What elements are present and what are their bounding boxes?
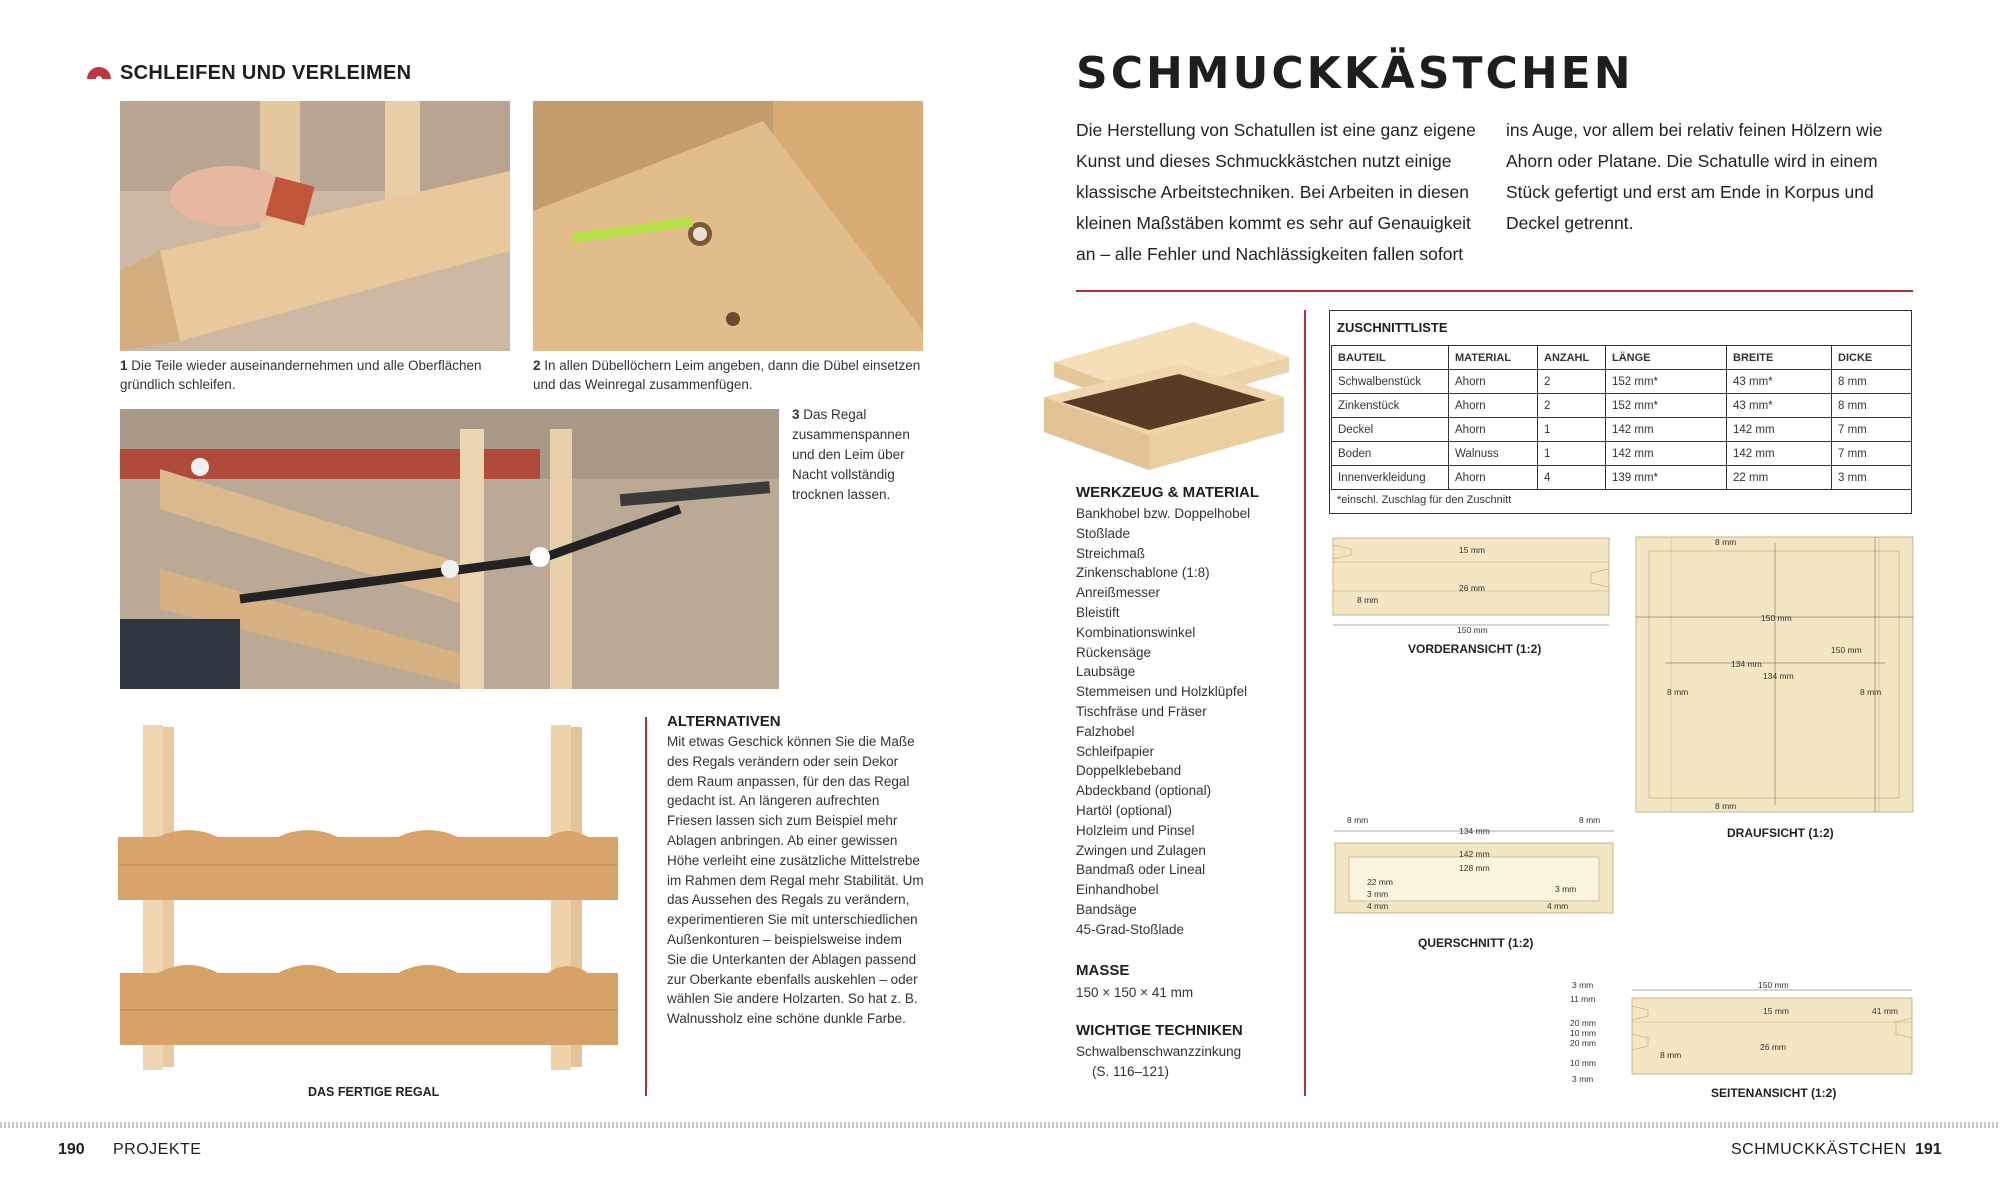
technique-item: Schwalbenschwanzzinkung xyxy=(1076,1044,1242,1059)
tool-item: Bandsäge xyxy=(1076,901,1137,917)
dim-label: 10 mm xyxy=(1570,1028,1596,1038)
caption-step-3: 3 Das Regal zusammenspannen und den Leim über Nacht vollständig trocknen lassen. xyxy=(792,407,910,502)
tools-divider xyxy=(1304,310,1306,1096)
dim-label: 134 mm xyxy=(1763,671,1794,681)
photo-sanding xyxy=(120,101,510,351)
dim-label: 10 mm xyxy=(1570,1058,1596,1068)
table-cell: Boden xyxy=(1332,442,1449,466)
tool-item: Kombinationswinkel xyxy=(1076,624,1196,640)
dim-label: 3 mm xyxy=(1572,1074,1594,1084)
cut-list-title: ZUSCHNITTLISTE xyxy=(1337,320,1448,335)
table-row xyxy=(1332,466,1912,490)
table-cell: 4 xyxy=(1538,466,1606,490)
table-cell: 142 mm xyxy=(1606,442,1727,466)
front-view-drawing xyxy=(1329,535,1615,635)
side-view-drawing xyxy=(1568,978,1915,1086)
dim-label: 8 mm xyxy=(1715,537,1737,547)
tools-list xyxy=(1076,504,1250,940)
table-cell: 8 mm xyxy=(1832,394,1912,418)
tool-item: Doppelklebeband xyxy=(1076,763,1182,779)
dim-label: 22 mm xyxy=(1367,877,1393,887)
dim-label: 4 mm xyxy=(1547,901,1569,911)
table-cell: 7 mm xyxy=(1832,442,1912,466)
dim-label: 4 mm xyxy=(1367,901,1389,911)
dim-label: 26 mm xyxy=(1459,583,1485,593)
alternatives-heading: ALTERNATIVEN xyxy=(667,713,781,730)
tool-item: Falzhobel xyxy=(1076,723,1135,739)
table-row xyxy=(1332,394,1912,418)
jewelry-box-image xyxy=(1044,302,1289,472)
section-saw-icon xyxy=(86,66,112,80)
table-row xyxy=(1332,418,1912,442)
table-cell: 22 mm xyxy=(1727,466,1832,490)
tool-item: Stoßlade xyxy=(1076,525,1131,541)
dim-label: 128 mm xyxy=(1459,863,1490,873)
table-cell: Innenverkleidung xyxy=(1332,466,1449,490)
finished-rack-image xyxy=(118,725,618,1070)
dimensions-value: 150 × 150 × 41 mm xyxy=(1076,985,1194,1000)
dim-label: 142 mm xyxy=(1459,849,1490,859)
front-view-label: VORDERANSICHT (1:2) xyxy=(1408,642,1542,656)
table-row xyxy=(1332,442,1912,466)
dim-label: 8 mm xyxy=(1667,687,1689,697)
page-number-left: 190 xyxy=(58,1141,85,1158)
technique-page-ref: (S. 116–121) xyxy=(1092,1064,1170,1079)
tools-heading: WERKZEUG & MATERIAL xyxy=(1076,484,1260,501)
dim-label: 3 mm xyxy=(1555,884,1577,894)
caption-step-1: 1 Die Teile wieder auseinandernehmen und alle Oberflächen gründlich schleifen. xyxy=(120,358,482,392)
cut-list-note: *einschl. Zuschlag für den Zuschnitt xyxy=(1337,494,1512,506)
tool-item: Bleistift xyxy=(1076,604,1120,620)
dim-label: 8 mm xyxy=(1579,815,1601,825)
side-view-label: SEITENANSICHT (1:2) xyxy=(1711,1086,1837,1100)
tool-item: Hartöl (optional) xyxy=(1076,802,1173,818)
dim-label: 134 mm xyxy=(1731,659,1762,669)
column-header: BREITE xyxy=(1727,346,1832,370)
dim-label: 15 mm xyxy=(1763,1006,1789,1016)
page-title: SCHMUCKKÄSTCHEN xyxy=(1076,48,1634,99)
table-header-row xyxy=(1332,346,1912,370)
photo-clamping xyxy=(120,409,779,689)
tool-item: Bandmaß oder Lineal xyxy=(1076,862,1206,878)
column-header: BAUTEIL xyxy=(1332,346,1449,370)
column-header: DICKE xyxy=(1832,346,1912,370)
table-cell: 142 mm xyxy=(1606,418,1727,442)
dim-label: 20 mm xyxy=(1570,1018,1596,1028)
dim-label: 8 mm xyxy=(1660,1050,1682,1060)
tool-item: Bankhobel bzw. Doppelhobel xyxy=(1076,506,1251,521)
table-cell: Ahorn xyxy=(1449,370,1538,394)
table-row xyxy=(1332,370,1912,394)
dim-label: 150 mm xyxy=(1761,613,1792,623)
table-cell: Schwalbenstück xyxy=(1332,370,1449,394)
cross-section-label: QUERSCHNITT (1:2) xyxy=(1418,936,1534,950)
table-cell: 152 mm* xyxy=(1606,394,1727,418)
table-cell: 142 mm xyxy=(1727,442,1832,466)
table-cell: 139 mm* xyxy=(1606,466,1727,490)
intro-column-2: ins Auge, vor allem bei relativ feinen Hölzern wie Ahorn oder Platane. Die Schatulle wird in einem Stück gefertigt und erst am Ende in Korpus und Deckel getrennt. xyxy=(1506,120,1883,233)
alternatives-divider xyxy=(645,717,647,1096)
table-cell: 43 mm* xyxy=(1727,394,1832,418)
tool-item: Zwingen und Zulagen xyxy=(1076,842,1206,858)
caption-step-2: 2 In allen Dübellöchern Leim angeben, dann die Dübel einsetzen und das Weinregal zusammenfügen. xyxy=(533,358,921,392)
top-view-label: DRAUFSICHT (1:2) xyxy=(1727,826,1834,840)
table-cell: 152 mm* xyxy=(1606,370,1727,394)
tool-item: Tischfräse und Fräser xyxy=(1076,703,1207,719)
dim-label: 3 mm xyxy=(1572,980,1594,990)
dim-label: 15 mm xyxy=(1459,545,1485,555)
tool-item: Abdeckband (optional) xyxy=(1076,783,1212,799)
tool-item: 45-Grad-Stoßlade xyxy=(1076,921,1185,937)
table-cell: Zinkenstück xyxy=(1332,394,1449,418)
dim-label: 8 mm xyxy=(1715,801,1737,811)
table-cell: Ahorn xyxy=(1449,394,1538,418)
table-cell: 1 xyxy=(1538,418,1606,442)
cut-list-table xyxy=(1331,345,1912,490)
table-cell: 43 mm* xyxy=(1727,370,1832,394)
table-cell: 8 mm xyxy=(1832,370,1912,394)
tool-item: Schleifpapier xyxy=(1076,743,1155,759)
dim-label: 150 mm xyxy=(1831,645,1862,655)
table-cell: 7 mm xyxy=(1832,418,1912,442)
column-header: ANZAHL xyxy=(1538,346,1606,370)
table-cell: Walnuss xyxy=(1449,442,1538,466)
finished-rack-caption: DAS FERTIGE REGAL xyxy=(308,1085,440,1099)
table-cell: 142 mm xyxy=(1727,418,1832,442)
intro-column-1: Die Herstellung von Schatullen ist eine ganz eigene Kunst und dieses Schmuckkästchen nutzt einige klassische Arbeitstechniken. Bei Arbeiten in diesen kleinen Maßstäben kommt es sehr auf Genauigkeit an – alle Fehler und Nachlässigkeiten fallen sofort xyxy=(1076,120,1476,264)
footer-label-left: PROJEKTE xyxy=(113,1141,202,1158)
dim-label: 134 mm xyxy=(1459,826,1490,836)
dim-label: 41 mm xyxy=(1872,1006,1898,1016)
dim-label: 8 mm xyxy=(1347,815,1369,825)
section-heading: SCHLEIFEN UND VERLEIMEN xyxy=(120,62,412,84)
dim-label: 3 mm xyxy=(1367,889,1389,899)
tool-item: Stemmeisen und Holzklüpfel xyxy=(1076,684,1248,700)
table-cell: Deckel xyxy=(1332,418,1449,442)
cross-section-drawing xyxy=(1329,813,1619,928)
photo-gluing xyxy=(533,101,923,351)
page-number-right: 191 xyxy=(1915,1141,1942,1158)
dim-label: 8 mm xyxy=(1860,687,1882,697)
table-cell: 2 xyxy=(1538,394,1606,418)
dim-label: 26 mm xyxy=(1760,1042,1786,1052)
dim-label: 20 mm xyxy=(1570,1038,1596,1048)
tool-item: Streichmaß xyxy=(1076,545,1146,561)
table-cell: 1 xyxy=(1538,442,1606,466)
dim-label: 150 mm xyxy=(1457,625,1488,635)
intro-rule xyxy=(1076,290,1913,292)
footer-rule xyxy=(0,1122,2000,1128)
dim-label: 11 mm xyxy=(1570,994,1596,1004)
tool-item: Einhandhobel xyxy=(1076,882,1159,898)
table-cell: 3 mm xyxy=(1832,466,1912,490)
alternatives-text: Mit etwas Geschick können Sie die Maße des Regals verändern oder sein Dekor dem Raum anpassen, für den das Regal gedacht ist. An längeren aufrechten Friesen lassen sich zum Beispiel mehr Ablagen anbringen. Ab einer gewissen Höhe verleiht eine zusätzliche Mittelstrebe im Rahmen dem Regal mehr Stabilität. Um das Aussehen des Regals zu verändern, experimentieren Sie mit unterschiedlichen Außenkonturen – beispielsweise indem Sie die Unterkanten der Ablagen passend zur Oberkante ebenfalls auskehlen – oder wählen Sie andere Holzarten. So hat z. B. Walnussholz eine schöne dunkle Farbe. xyxy=(667,734,924,1027)
top-view-drawing xyxy=(1635,535,1915,815)
table-cell: 2 xyxy=(1538,370,1606,394)
tool-item: Laubsäge xyxy=(1076,664,1136,680)
dim-label: 8 mm xyxy=(1357,595,1379,605)
table-cell: Ahorn xyxy=(1449,418,1538,442)
tool-item: Rückensäge xyxy=(1076,644,1152,660)
table-cell: Ahorn xyxy=(1449,466,1538,490)
column-header: LÄNGE xyxy=(1606,346,1727,370)
dim-label: 150 mm xyxy=(1758,980,1789,990)
tool-item: Holzleim und Pinsel xyxy=(1076,822,1195,838)
tool-item: Zinkenschablone (1:8) xyxy=(1076,565,1210,581)
footer-label-right: SCHMUCKKÄSTCHEN xyxy=(1731,1141,1907,1158)
dimensions-heading: MASSE xyxy=(1076,962,1130,979)
tool-item: Anreißmesser xyxy=(1076,585,1161,601)
techniques-heading: WICHTIGE TECHNIKEN xyxy=(1076,1022,1243,1039)
column-header: MATERIAL xyxy=(1449,346,1538,370)
